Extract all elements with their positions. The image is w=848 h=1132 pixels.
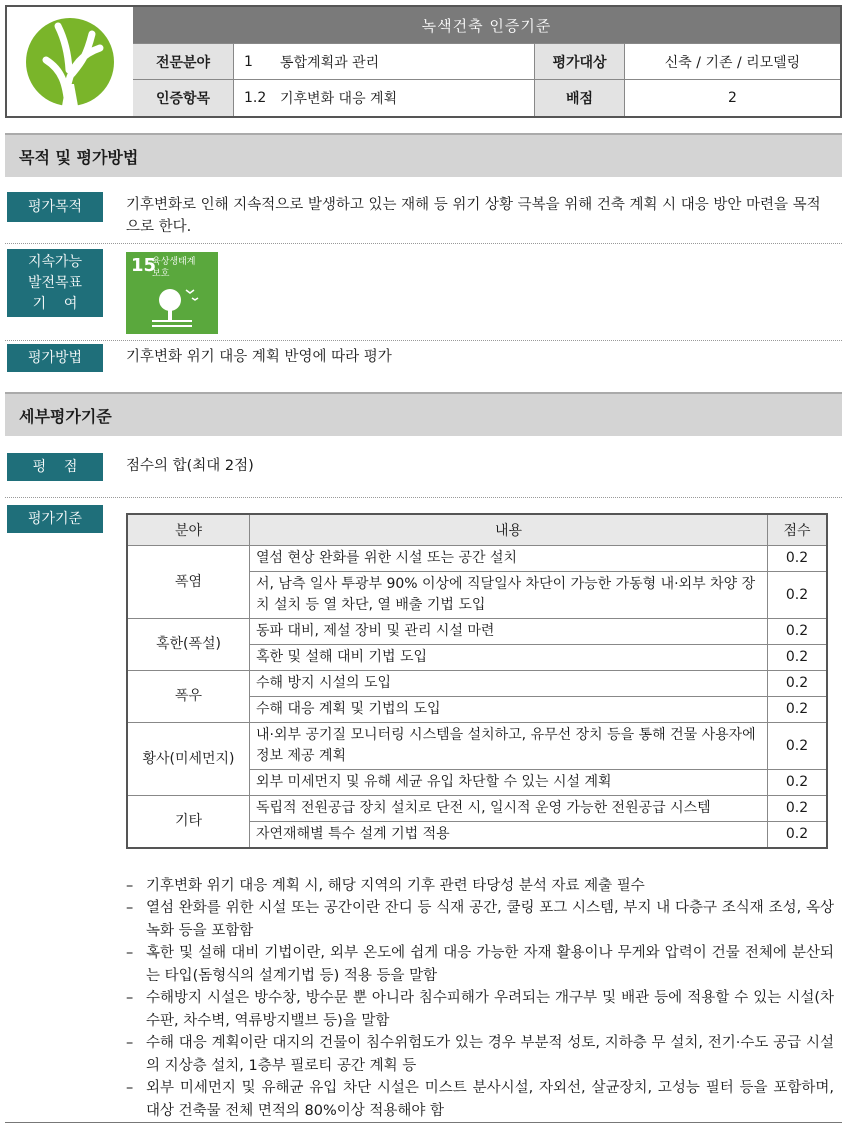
green-building-logo [7, 7, 133, 116]
content-cell: 외부 미세먼지 및 유해 세균 유입 차단할 수 있는 시설 계획 [250, 770, 768, 796]
divider [5, 497, 842, 498]
divider [5, 243, 842, 244]
section-purpose-method: 목적 및 평가방법 [5, 133, 842, 177]
section-detailed-criteria: 세부평가기준 [5, 392, 842, 436]
content-cell: 열섬 현상 완화를 위한 시설 또는 공간 설치 [250, 546, 768, 572]
field-value [234, 44, 535, 80]
column-header: 점수 [768, 514, 828, 546]
target-label: 평가대상 [535, 44, 625, 80]
criteria-table [126, 513, 828, 849]
content-cell: 혹한 및 설해 대비 기법 도입 [250, 645, 768, 671]
purpose-text: 기후변화로 인해 지속적으로 발생하고 있는 재해 등 위기 상황 극복을 위해 건축 계획 시 대응 방안 마련을 목적으로 한다. [126, 197, 821, 236]
method-label: 평가방법 [7, 344, 103, 372]
note-text: 수해방지 시설은 방수창, 방수문 뿐 아니라 침수피해가 우려되는 개구부 및 배관 등에 적용할 수 있는 시설(차수판, 차수벽, 역류방지밸브 등)을 말함 [146, 990, 834, 1029]
sdg-number: 15 [131, 255, 157, 276]
item-name: 기후변화 대응 계획 [280, 91, 398, 107]
note-text: 수해 대응 계획이란 대지의 건물이 침수위험도가 있는 경우 부분적 성토, 지하층 무 설치, 전기·수도 공급 시설의 지상층 설치, 1층부 필로티 공간 계획 등 [146, 1035, 834, 1074]
target-value: 신축 / 기존 / 리모델링 [625, 44, 840, 80]
score-cell: 0.2 [768, 619, 828, 645]
table-header-row [127, 514, 827, 546]
score-cell: 0.2 [768, 796, 828, 822]
scoring-label: 평 점 [7, 453, 103, 481]
note-item [126, 1032, 834, 1077]
divider [5, 340, 842, 341]
score-cell: 0.2 [768, 822, 828, 849]
criteria-label: 평가기준 [7, 505, 103, 533]
score-value: 2 [728, 90, 737, 106]
note-dash: – [126, 900, 134, 917]
note-text: 외부 미세먼지 및 유해균 유입 차단 시설은 미스트 분사시설, 자외선, 살균장치, 고성능 필터 등을 포함하며, 대상 건축물 전체 면적의 80%이상 적용해야 함 [146, 1080, 834, 1119]
note-text: 혹한 및 설해 대비 기법이란, 외부 온도에 쉽게 대응 가능한 자재 활용이나 무게와 압력이 건물 전체에 분산되는 타입(돔형식의 설계기법 등) 적용 등을 말함 [146, 945, 834, 984]
note-dash: – [126, 878, 134, 894]
certification-header [5, 5, 842, 118]
score-cell: 0.2 [768, 546, 828, 572]
note-dash: – [126, 1080, 134, 1097]
score-cell: 0.2 [768, 572, 828, 619]
method-text: 기후변화 위기 대응 계획 반영에 따라 평가 [126, 349, 392, 365]
table-row [127, 546, 827, 572]
note-dash: – [126, 990, 134, 1007]
field-label: 전문분야 [133, 44, 234, 80]
sdg-label-line: 기 여 [32, 295, 78, 312]
tree-birds-icon [146, 282, 206, 330]
score-cell: 0.2 [768, 770, 828, 796]
score-cell: 0.2 [768, 697, 828, 723]
content-cell: 독립적 전원공급 장치 설치로 단전 시, 일시적 운영 가능한 전원공급 시스템 [250, 796, 768, 822]
content-cell: 수해 방지 시설의 도입 [250, 671, 768, 697]
table-row [127, 723, 827, 770]
sdg-label [7, 249, 103, 317]
scoring-text: 점수의 합(최대 2점) [126, 458, 254, 474]
score-cell: 0.2 [768, 723, 828, 770]
column-header: 내용 [250, 514, 768, 546]
table-row [127, 796, 827, 822]
notes-list [126, 875, 834, 1122]
field-name: 통합계획과 관리 [280, 54, 380, 71]
note-item [126, 987, 834, 1032]
table-row [127, 671, 827, 697]
category-cell: 기타 [127, 796, 250, 849]
category-cell: 폭우 [127, 671, 250, 723]
note-text: 기후변화 위기 대응 계획 시, 해당 지역의 기후 관련 타당성 분석 자료 제출 필수 [146, 878, 645, 894]
note-dash: – [126, 1035, 134, 1052]
content-cell: 수해 대응 계획 및 기법의 도입 [250, 697, 768, 723]
sdg-text-line: 육상생태계 [152, 257, 196, 267]
sdg-15-badge [126, 252, 218, 334]
category-cell: 황사(미세먼지) [127, 723, 250, 796]
item-label: 인증항목 [133, 80, 234, 116]
category-cell: 혹한(폭설) [127, 619, 250, 671]
item-number: 1.2 [244, 90, 267, 106]
purpose-label: 평가목적 [7, 192, 103, 222]
sdg-label-line: 발전목표 [27, 274, 83, 291]
content-cell: 동파 대비, 제설 장비 및 관리 시설 마련 [250, 619, 768, 645]
note-dash: – [126, 945, 134, 962]
note-item [126, 942, 834, 987]
sdg-text-line: 보호 [152, 268, 170, 279]
content-cell: 내·외부 공기질 모니터링 시스템을 설치하고, 유무선 장치 등을 통해 건물 사용자에 정보 제공 계획 [250, 723, 768, 770]
score-cell: 0.2 [768, 645, 828, 671]
sdg-text [152, 257, 195, 280]
sdg-label-line: 지속가능 [27, 253, 83, 270]
bottom-rule [5, 1122, 842, 1123]
field-number: 1 [244, 53, 253, 70]
column-header: 분야 [127, 514, 250, 546]
content-cell: 자연재해별 특수 설계 기법 적용 [250, 822, 768, 849]
note-item [126, 1077, 834, 1122]
header-title: 녹색건축 인증기준 [133, 7, 840, 43]
note-item [126, 875, 834, 897]
item-value [234, 80, 535, 116]
note-item [126, 897, 834, 942]
header-info-grid [133, 43, 840, 116]
category-cell: 폭염 [127, 546, 250, 619]
table-row [127, 619, 827, 645]
score-label: 배점 [535, 80, 625, 116]
score-cell: 0.2 [768, 671, 828, 697]
note-text: 열섬 완화를 위한 시설 또는 공간이란 잔디 등 식재 공간, 쿨링 포그 시스템, 부지 내 다층구 조식재 조성, 옥상녹화 등을 포함함 [146, 900, 834, 939]
content-cell: 서, 남측 일사 투광부 90% 이상에 직달일사 차단이 가능한 가동형 내·외부 차양 장치 설치 등 열 차단, 열 배출 기법 도입 [250, 572, 768, 619]
